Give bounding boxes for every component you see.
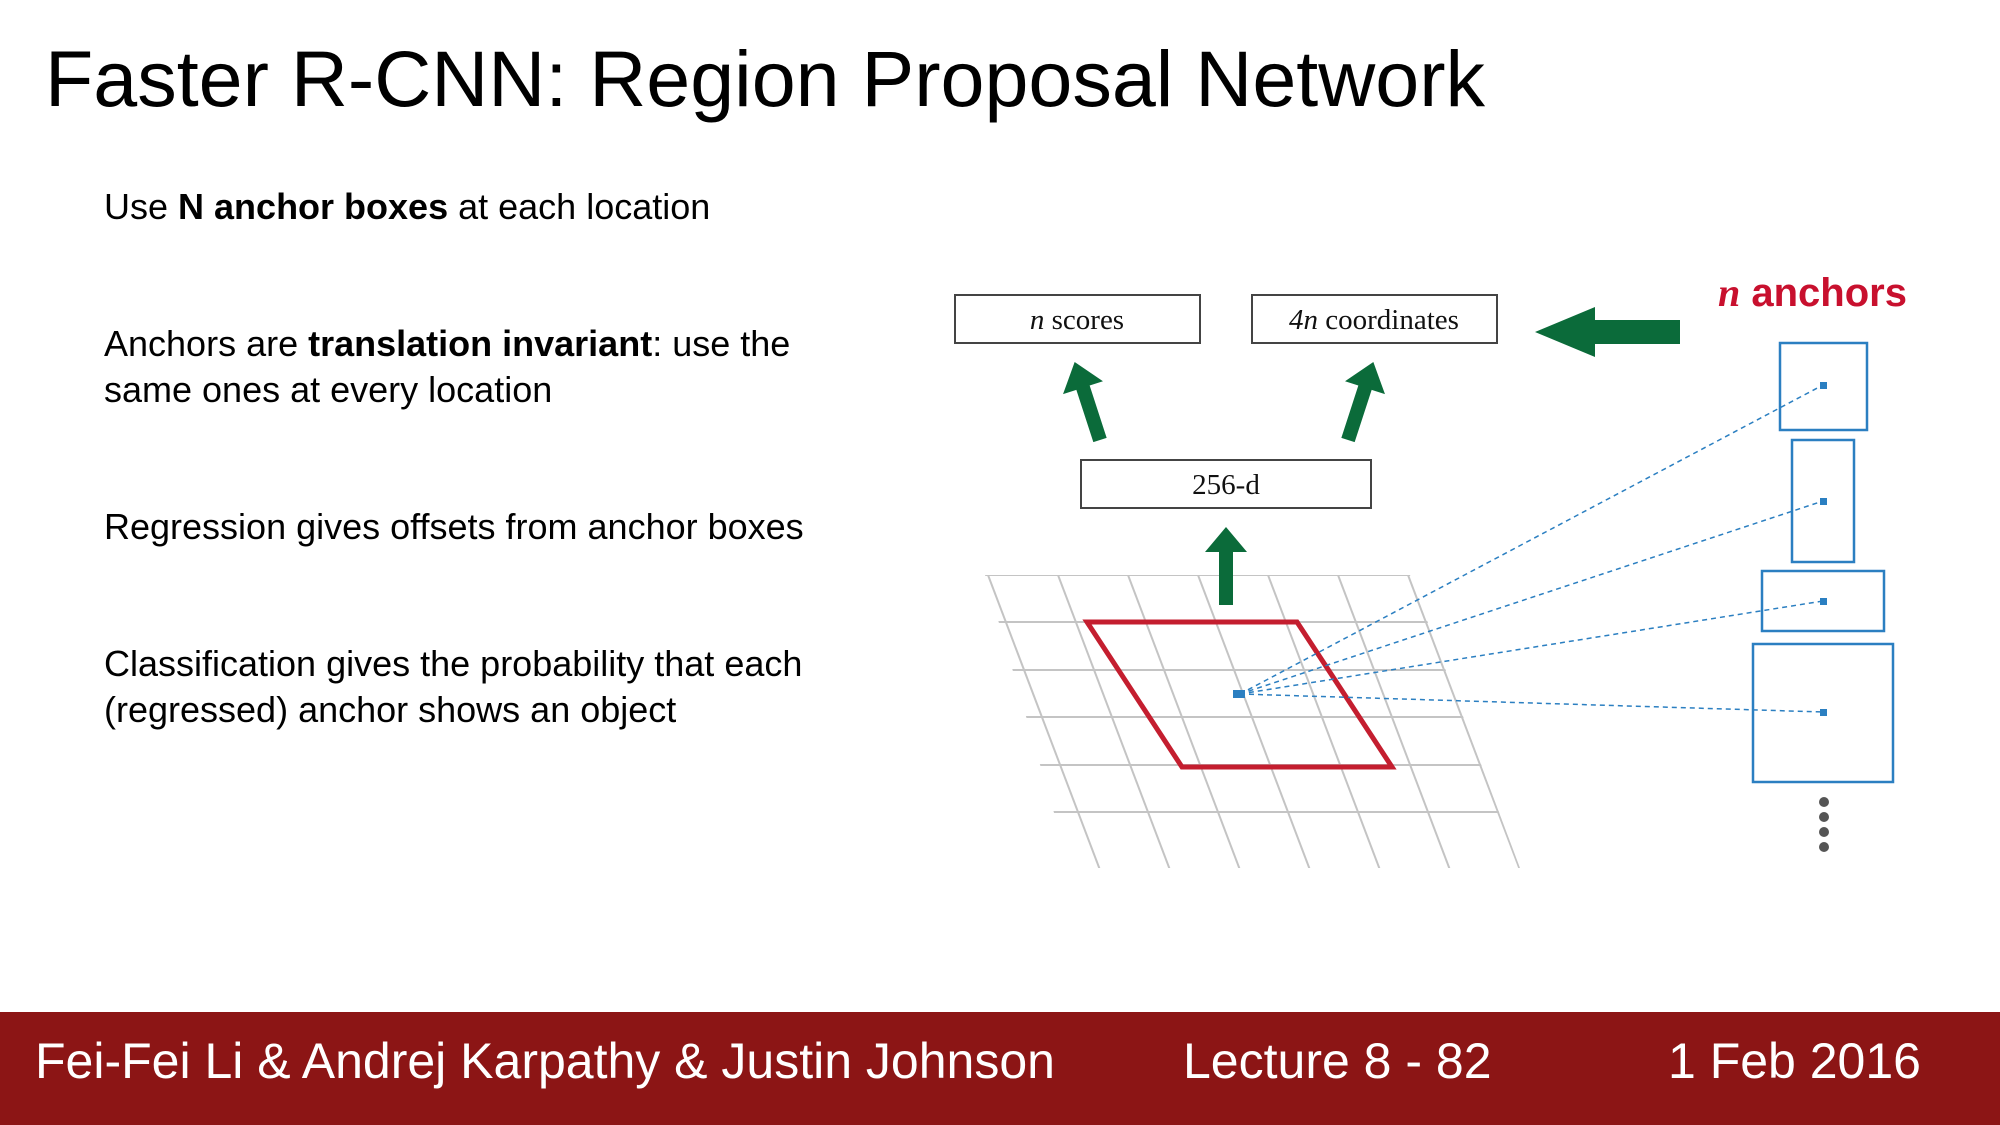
- svg-text:4n coordinates: 4n coordinates: [1289, 304, 1459, 336]
- footer-bar: [0, 1012, 2000, 1125]
- bullet-translation-invariant: [104, 321, 884, 413]
- n-anchors-label: n anchors: [1718, 270, 1907, 315]
- arrow-to-scores: [1055, 356, 1120, 447]
- bullet-text-part: N anchor boxes: [178, 186, 449, 227]
- bullet-regression: [104, 504, 884, 550]
- arrow-to-coordinates: [1328, 356, 1393, 447]
- anchor-connectors: [1240, 385, 1823, 712]
- n-scores-box: [955, 295, 1200, 343]
- ellipsis-dots: [1819, 797, 1829, 852]
- svg-text:256-d: 256-d: [1192, 469, 1260, 501]
- bullet-text-part: at each location: [448, 186, 711, 227]
- anchor-centers: [1820, 382, 1827, 716]
- arrow-up-to-256d: [1205, 527, 1247, 605]
- anchor-boxes: [1753, 343, 1893, 782]
- bullet-classification: [104, 641, 884, 733]
- arrow-left-from-anchors: [1535, 307, 1680, 357]
- bullet-anchor-boxes: [104, 184, 884, 230]
- bullet-text-part: Use: [104, 186, 179, 227]
- footer-lecture: Lecture 8 - 82: [1183, 1033, 1492, 1089]
- bullet-text-part: : use the same ones at every location: [104, 323, 791, 410]
- bullet-text-part: Regression gives offsets from anchor boxes: [104, 506, 804, 547]
- window-center-point: [1233, 690, 1245, 698]
- 4n-coordinates-box: [1252, 295, 1497, 343]
- footer-authors: Fei-Fei Li & Andrej Karpathy & Justin Johnson: [35, 1033, 1055, 1089]
- svg-text:n scores: n scores: [1029, 304, 1125, 336]
- feature-map-grid: [940, 575, 1540, 870]
- slide-title: Faster R-CNN: Region Proposal Network: [45, 34, 1486, 123]
- bullet-text-part: translation invariant: [308, 323, 653, 364]
- footer-date: 1 Feb 2016: [1668, 1033, 1921, 1089]
- 256-d-box: [1081, 460, 1371, 508]
- bullet-text-part: Classification gives the probability that each (regressed) anchor shows an object: [104, 643, 803, 730]
- bullet-text-part: Anchors are: [104, 323, 309, 364]
- rpn-diagram: [940, 270, 1940, 870]
